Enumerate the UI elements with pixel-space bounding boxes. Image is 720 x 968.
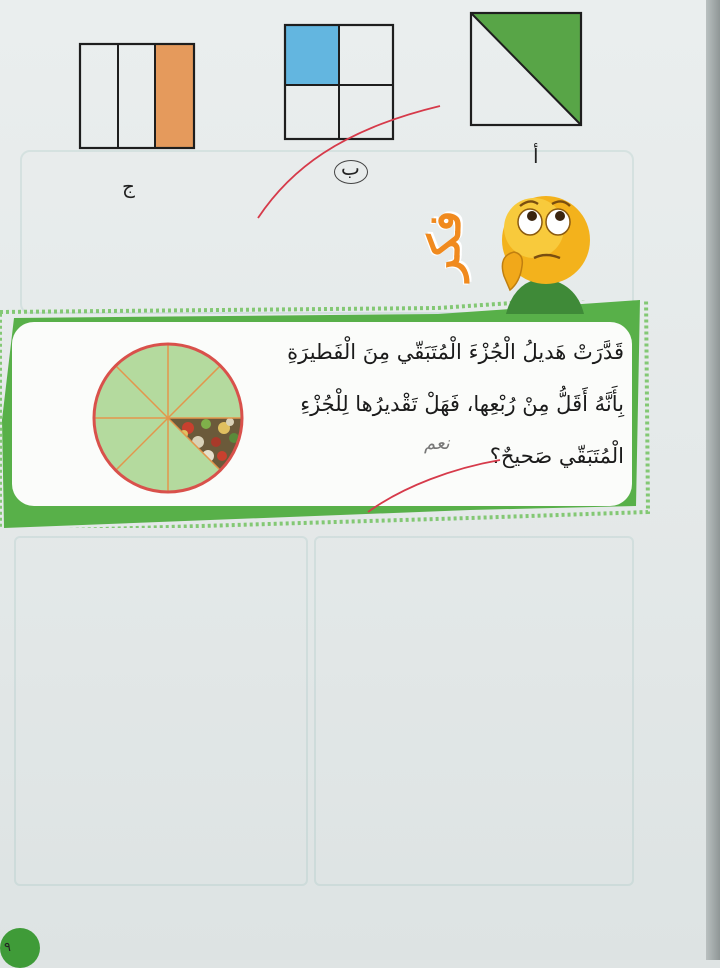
pie-illustration [88,338,248,498]
page-edge [706,0,720,960]
page-number-badge [0,928,40,968]
question-line-1: قَدَّرَتْ هَديلُ الْجُزْءَ الْمُتَبَقّي مِنَ الْفَطيرَةِ [287,340,624,364]
handwritten-answer: نعم [424,433,450,454]
shape-b-label: ب [341,156,360,180]
shape-a-label: أ [533,144,539,168]
red-pen-mark-top [250,100,450,224]
red-pen-mark-card [364,456,504,516]
show-through-box-right [314,536,634,886]
shape-a-halves [468,10,584,128]
question-line-3: الْمُتَبَقّي صَحيحٌ؟ [489,444,624,468]
shape-c-shaded-third [155,44,193,148]
shape-c-label: ج [122,174,135,198]
mascot-emoji-icon [484,186,600,314]
question-line-2: بِأَنَّهُ أَقَلُّ مِنْ رُبْعِها، فَهَلْ تَقْديرُها لِلْجُزْءِ [300,392,624,416]
show-through-box-left [14,536,308,886]
shape-b-shaded-quarter [285,25,339,85]
shape-c-thirds [78,42,196,150]
page-number: ٩ [4,940,11,955]
think-heading: فكر [418,209,472,282]
